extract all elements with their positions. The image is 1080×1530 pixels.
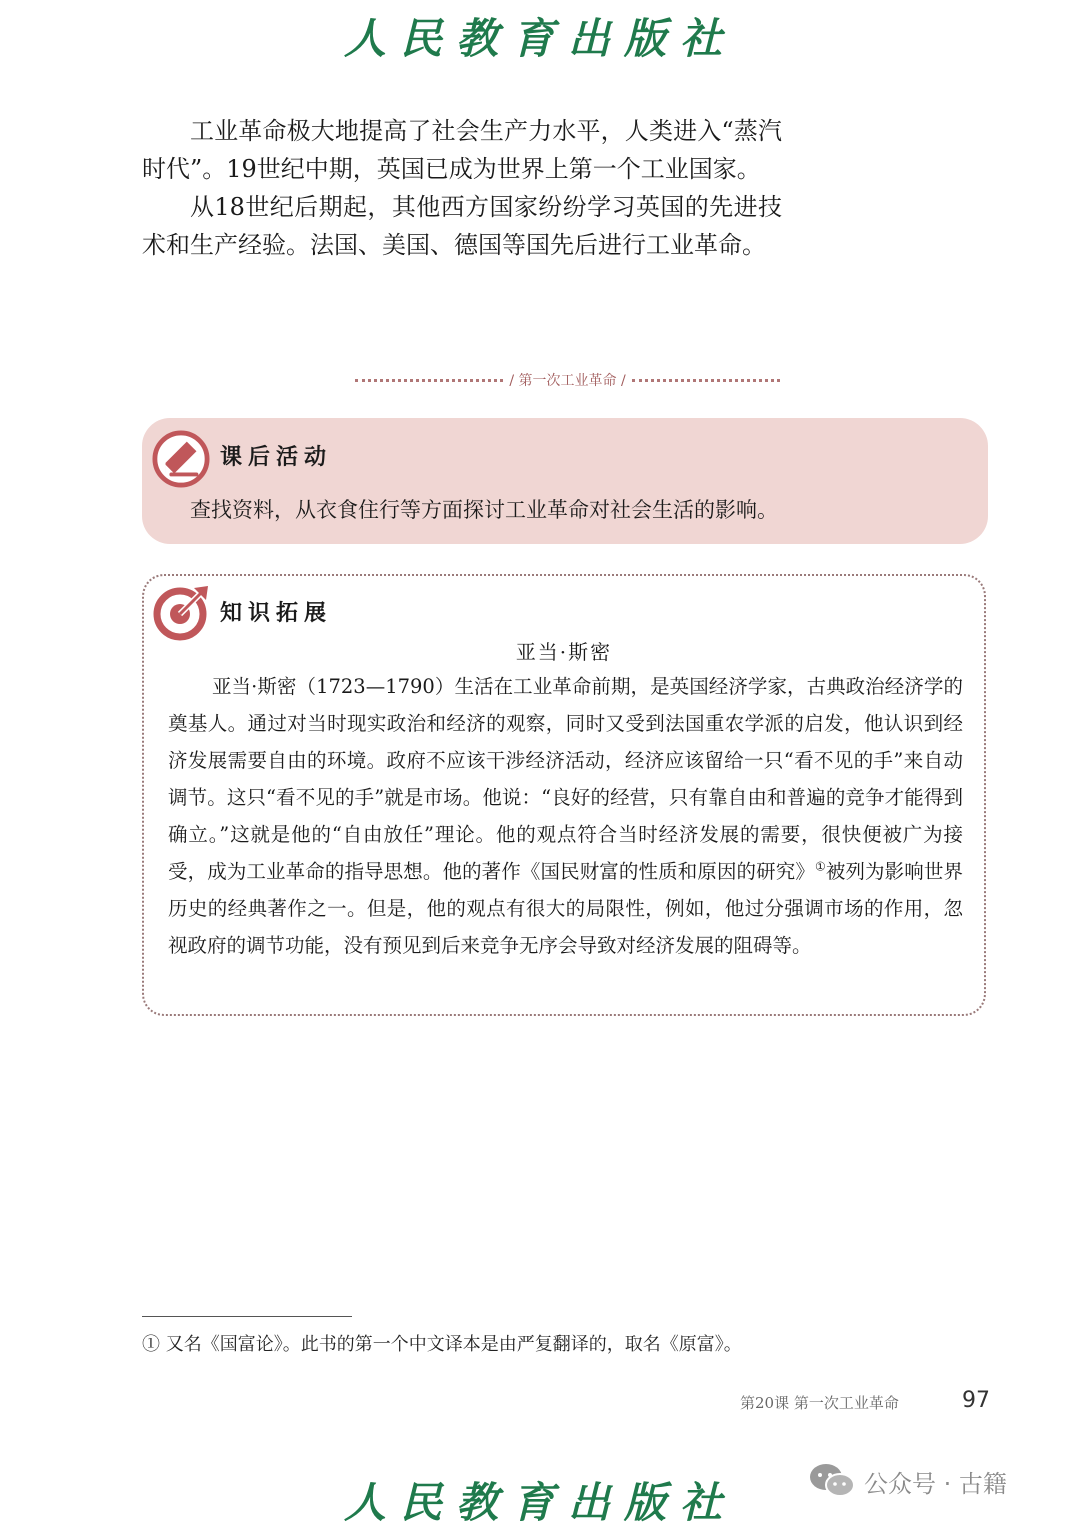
body-paragraph-2: 从18世纪后期起，其他西方国家纷纷学习英国的先进技术和生产经验。法国、美国、德国等国先后进行工业革命。 <box>142 193 782 259</box>
main-text <box>142 112 782 264</box>
pencil-badge-icon <box>152 430 210 488</box>
section-divider-label: / 第一次工业革命 / <box>509 373 626 389</box>
knowledge-text <box>168 668 963 964</box>
divider-dots-left <box>355 379 503 382</box>
wechat-icon <box>808 1462 856 1500</box>
page-number: 97 <box>962 1388 990 1413</box>
knowledge-title: 知识拓展 <box>220 601 333 626</box>
lesson-footer: 第20课 第一次工业革命 <box>740 1394 899 1412</box>
activity-text: 查找资料，从衣食住行等方面探讨工业革命对社会生活的影响。 <box>190 498 778 522</box>
after-class-activity-box <box>142 418 988 544</box>
watermark-text: 公众号 · 古籍 <box>864 1469 1007 1498</box>
knowledge-text-part-2: 被列为影响世界历史的经典著作之一。但是，他的观点有很大的局限性，例如，他过分强调市场的作用，忽视政府的调节功能，没有预见到后来竞争无序会导致对经济发展的阻碍等。 <box>168 860 963 957</box>
body-paragraph-1: 工业革命极大地提高了社会生产力水平，人类进入“蒸汽时代”。19世纪中期，英国已成为世界上第一个工业国家。 <box>142 117 782 183</box>
knowledge-extension-box <box>142 574 986 1016</box>
publisher-logo-top: 人民教育出版社 <box>343 14 736 63</box>
activity-title: 课后活动 <box>220 445 333 470</box>
section-divider <box>355 368 780 392</box>
knowledge-subtitle: 亚当·斯密 <box>515 640 613 664</box>
target-arrow-icon <box>152 582 212 642</box>
publisher-logo-bottom: 人民教育出版社 <box>343 1478 736 1527</box>
footnote: ① 又名《国富论》。此书的第一个中文译本是由严复翻译的，取名《原富》。 <box>142 1334 742 1355</box>
divider-dots-right <box>632 379 780 382</box>
footnote-rule <box>142 1316 352 1317</box>
knowledge-text-part-1: 亚当·斯密（1723—1790）生活在工业革命前期，是英国经济学家，古典政治经济学的奠基人。通过对当时现实政治和经济的观察，同时又受到法国重农学派的启发，他认识到经济发展需要自由的环境。政府不应该干涉经济活动，经济应该留给一只“看不见的手”来自动调节。这只“看不见的手”就是市场。他说：“良好的经营，只有靠自由和普遍的竞争才能得到确立。”这就是他的“自由放任”理论。他的观点符合当时经济发展的需要，很快便被广为接受，成为工业革命的指导思想。他的著作《国民财富的性质和原因的研究》 <box>168 675 963 883</box>
watermark <box>808 1462 1007 1500</box>
footnote-marker: ① <box>814 859 826 874</box>
